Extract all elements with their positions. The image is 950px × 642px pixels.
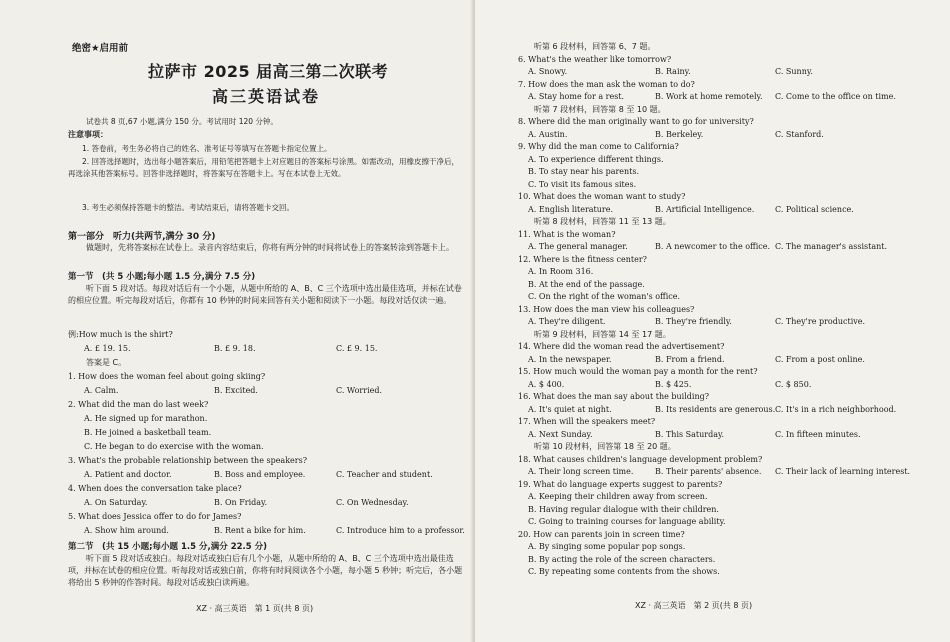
example-option-c: C. £ 9. 15.	[336, 344, 378, 353]
section2-header: 第二节 (共 15 小题;每小题 1.5 分,满分 22.5 分)	[68, 542, 268, 552]
page-footer-2: XZ · 高三英语 第 2 页(共 8 页)	[635, 601, 753, 610]
exam-page-2	[475, 0, 950, 642]
answer-option: C. To visit its famous sites.	[528, 179, 637, 189]
answer-option-a: A. They're diligent.	[528, 317, 606, 326]
answer-option-a: A. Stay home for a rest.	[528, 92, 625, 101]
q5-option-c: C. Introduce him to a professor.	[336, 526, 465, 535]
q1-option-b: B. Excited.	[214, 386, 258, 395]
answer-option-b: B. Berkeley.	[655, 129, 704, 139]
question-text: 8. Where did the man originally want to go for university?	[518, 117, 754, 126]
answer-option: A. To experience different things.	[528, 154, 664, 164]
q1-option-c: C. Worried.	[336, 386, 383, 395]
note-3: 3. 考生必须保持答题卡的整洁。考试结束后，请将答题卡交回。	[82, 203, 295, 212]
q5-option-b: B. Rent a bike for him.	[214, 526, 306, 535]
answer-option-b: B. Rainy.	[655, 67, 691, 76]
q5-option-a: A. Show him around.	[84, 526, 169, 535]
answer-option: C. Going to training courses for language ability.	[528, 517, 726, 526]
listening-instruction: 听第 10 段材料，回答第 18 至 20 题。	[534, 442, 676, 451]
answer-option: B. At the end of the passage.	[528, 279, 645, 289]
example-answer: 答案是 C。	[86, 358, 127, 367]
answer-option-b: B. Their parents' absence.	[655, 467, 762, 476]
answer-option: C. By repeating some contents from the shows.	[528, 567, 720, 576]
q2-option-a: A. He signed up for marathon.	[84, 414, 208, 423]
answer-option-b: B. Work at home remotely.	[655, 92, 763, 101]
answer-option-c: C. It's in a rich neighborhood.	[775, 404, 897, 414]
question-text: 18. What causes children's language development problem?	[518, 454, 763, 464]
listening-instruction: 听第 7 段材料，回答第 8 至 10 题。	[534, 104, 666, 114]
page-footer-1: XZ · 高三英语 第 1 页(共 8 页)	[196, 604, 314, 613]
answer-option: A. Keeping their children away from screen.	[528, 492, 708, 501]
question-1: 1. How does the woman feel about going skiing?	[68, 372, 266, 381]
q3-option-b: B. Boss and employee.	[214, 470, 306, 479]
exam-title: 拉萨市 2025 届高三第二次联考	[148, 62, 389, 81]
answer-option-b: B. From a friend.	[655, 354, 725, 364]
answer-option-b: B. Its residents are generous.	[655, 404, 776, 414]
answer-option-c: C. The manager's assistant.	[775, 242, 888, 251]
secret-mark: 绝密★启用前	[72, 43, 129, 54]
question-text: 12. Where is the fitness center?	[518, 254, 647, 264]
q1-option-a: A. Calm.	[84, 386, 119, 395]
q4-option-a: A. On Saturday.	[84, 498, 148, 507]
answer-option-c: C. Their lack of learning interest.	[775, 467, 911, 476]
listening-instruction: 听第 6 段材料，回答第 6、7 题。	[534, 42, 656, 51]
question-text: 13. How does the man view his colleagues?	[518, 304, 695, 314]
answer-option-a: A. English literature.	[528, 204, 614, 214]
q4-option-c: C. On Wednesday.	[336, 498, 409, 507]
answer-option-c: C. Come to the office on time.	[775, 92, 896, 101]
question-text: 10. What does the woman want to study?	[518, 192, 686, 201]
question-text: 7. How does the man ask the woman to do?	[518, 79, 695, 89]
answer-option: A. By singing some popular pop songs.	[528, 542, 686, 551]
answer-option-b: B. Artificial Intelligence.	[655, 204, 755, 214]
example-question: 例:How much is the shirt?	[68, 330, 173, 339]
answer-option-c: C. Sunny.	[775, 67, 813, 76]
question-4: 4. When does the conversation take place?	[68, 484, 242, 493]
answer-option-b: B. This Saturday.	[655, 429, 724, 439]
exam-info: 试卷共 8 页,67 小题,满分 150 分。考试用时 120 分钟。	[86, 117, 278, 126]
question-text: 6. What's the weather like tomorrow?	[518, 54, 672, 64]
section1-intro: 听下面 5 段对话。每段对话后有一个小题，从题中所给的 A、B、C 三个选项中选出最佳选项，并标在试卷的相应位置。听完每段对话后，你都有 10 秒钟的时间来回答有关小题和阅读下一小题。每段对话仅读一遍。	[68, 284, 462, 305]
note-1: 1. 答卷前，考生务必将自己的姓名、准考证号等填写在答题卡指定位置上。	[82, 144, 332, 153]
answer-option-a: A. The general manager.	[528, 242, 628, 251]
part1-header: 第一部分 听力(共两节,满分 30 分)	[68, 232, 216, 242]
q3-option-a: A. Patient and doctor.	[84, 470, 172, 479]
subject-title: 高三英语试卷	[212, 87, 321, 106]
q3-option-c: C. Teacher and student.	[336, 470, 433, 479]
example-option-b: B. £ 9. 18.	[214, 344, 256, 353]
answer-option-c: C. In fifteen minutes.	[775, 429, 861, 439]
answer-option-b: B. A newcomer to the office.	[655, 242, 771, 251]
question-text: 20. How can parents join in screen time?	[518, 529, 685, 539]
question-text: 15. How much would the woman pay a month for the rent?	[518, 367, 758, 376]
section2-intro: 听下面 5 段对话或独白。每段对话或独白后有几个小题，从题中所给的 A、B、C 三个选项中选出最佳选项，并标在试卷的相应位置。听每段对话或独白前，你将有时间阅读各个小题，每小题 5 秒钟；听完后，各小题将给出 5 秒钟的作答时间。每段对话或独白读两遍。	[68, 554, 463, 587]
answer-option: B. Having regular dialogue with their children.	[528, 504, 719, 514]
answer-option-c: C. From a post online.	[775, 354, 865, 364]
question-text: 11. What is the woman?	[518, 229, 616, 239]
question-text: 16. What does the man say about the building?	[518, 392, 710, 401]
note-2: 2. 回答选择题时，选出每小题答案后，用铅笔把答题卡上对应题目的答案标号涂黑。如需改动，用橡皮擦干净后，再选涂其他答案标号。回答非选择题时，将答案写在答题卡上。写在本试卷上无效。	[68, 157, 460, 178]
answer-option-a: A. Snowy.	[528, 67, 568, 76]
question-text: 9. Why did the man come to California?	[518, 142, 679, 151]
answer-option: C. On the right of the woman's office.	[528, 292, 681, 301]
answer-option: A. In Room 316.	[528, 267, 594, 276]
answer-option-a: A. In the newspaper.	[528, 354, 612, 364]
q2-option-b: B. He joined a basketball team.	[84, 428, 212, 437]
answer-option-c: C. They're productive.	[775, 317, 866, 326]
answer-option-b: B. They're friendly.	[655, 317, 732, 326]
q2-option-c: C. He began to do exercise with the woman.	[84, 442, 264, 451]
answer-option: B. By acting the role of the screen characters.	[528, 554, 716, 564]
answer-option-a: A. Their long screen time.	[528, 467, 634, 476]
question-2: 2. What did the man do last week?	[68, 400, 209, 409]
q4-option-b: B. On Friday.	[214, 498, 268, 507]
listening-instruction: 听第 8 段材料，回答第 11 至 13 题。	[534, 217, 671, 226]
answer-option-a: A. $ 400.	[528, 379, 565, 389]
answer-option-a: A. Austin.	[528, 129, 568, 139]
question-3: 3. What's the probable relationship between the speakers?	[68, 456, 308, 465]
answer-option-b: B. $ 425.	[655, 379, 692, 389]
answer-option-a: A. It's quiet at night.	[528, 404, 612, 414]
notes-header: 注意事项：	[68, 130, 108, 139]
example-option-a: A. £ 19. 15.	[84, 344, 131, 353]
answer-option-a: A. Next Sunday.	[528, 429, 593, 439]
question-text: 14. Where did the woman read the advertisement?	[518, 342, 725, 351]
answer-option-c: C. $ 850.	[775, 379, 812, 389]
question-5: 5. What does Jessica offer to do for James?	[68, 512, 242, 521]
answer-option-c: C. Stanford.	[775, 129, 824, 139]
answer-option-c: C. Political science.	[775, 204, 854, 214]
answer-option: B. To stay near his parents.	[528, 167, 640, 176]
question-text: 19. What do language experts suggest to parents?	[518, 479, 723, 489]
listening-instruction: 听第 9 段材料，回答第 14 至 17 题。	[534, 329, 671, 339]
part1-intro: 做题时，先将答案标在试卷上。录音内容结束后，你将有两分钟的时间将试卷上的答案转涂到答题卡上。	[86, 243, 454, 252]
question-text: 17. When will the speakers meet?	[518, 417, 656, 426]
section1-header: 第一节 (共 5 小题;每小题 1.5 分,满分 7.5 分)	[68, 272, 256, 282]
